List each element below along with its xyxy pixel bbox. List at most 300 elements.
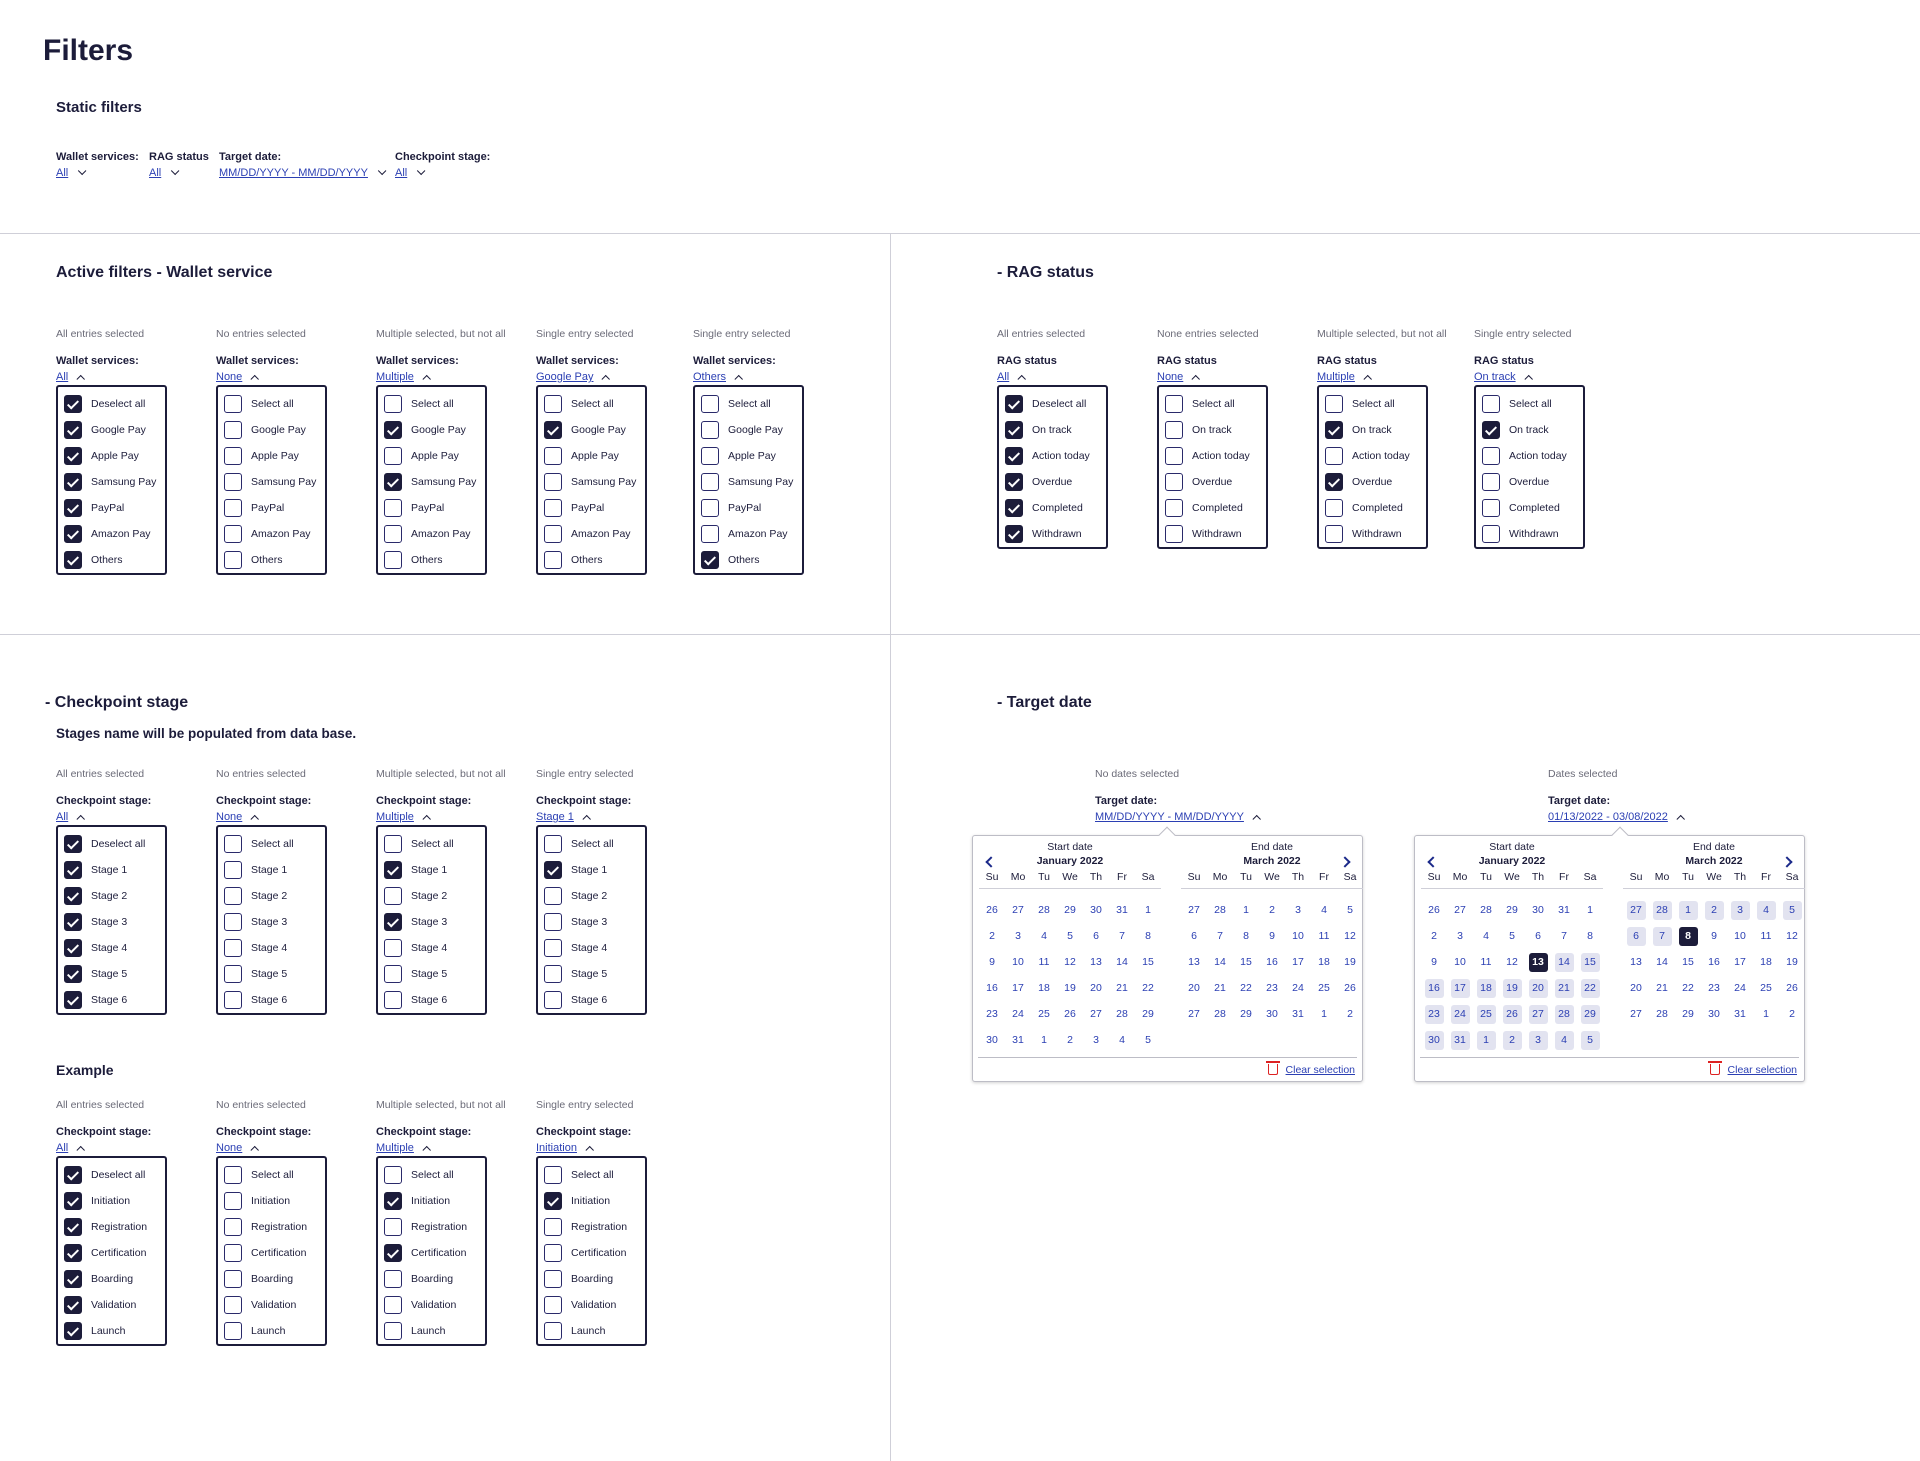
checkbox[interactable] — [64, 525, 82, 543]
checkbox[interactable] — [224, 913, 242, 931]
filter-option[interactable] — [544, 521, 645, 547]
filter-option[interactable] — [64, 909, 165, 935]
filter-option[interactable] — [224, 417, 325, 443]
checkbox[interactable] — [384, 1296, 402, 1314]
calendar-day[interactable] — [1337, 949, 1363, 975]
filter-value-toggle[interactable] — [56, 371, 83, 383]
chevron-up-icon[interactable] — [1252, 815, 1260, 823]
calendar-day[interactable] — [1701, 923, 1727, 949]
checkbox[interactable] — [1482, 473, 1500, 491]
checkbox[interactable] — [384, 1322, 402, 1340]
chevron-up-icon[interactable] — [585, 1146, 593, 1154]
checkbox[interactable] — [224, 1166, 242, 1184]
filter-option[interactable] — [64, 1292, 165, 1318]
checkbox[interactable] — [701, 395, 719, 413]
calendar-day[interactable] — [1057, 923, 1083, 949]
checkbox[interactable] — [1005, 447, 1023, 465]
calendar-day[interactable] — [1233, 923, 1259, 949]
date-range-toggle[interactable] — [1095, 811, 1259, 823]
checkbox[interactable] — [544, 421, 562, 439]
checkbox[interactable] — [224, 395, 242, 413]
select-all-option[interactable] — [224, 1162, 325, 1188]
filter-option[interactable] — [1325, 417, 1426, 443]
filter-value-toggle[interactable] — [1157, 371, 1198, 383]
checkbox[interactable] — [544, 887, 562, 905]
calendar-day[interactable] — [1779, 923, 1805, 949]
calendar-day[interactable] — [1031, 1001, 1057, 1027]
select-all-option[interactable] — [64, 1162, 165, 1188]
calendar-day[interactable] — [1109, 975, 1135, 1001]
calendar-day[interactable] — [1551, 1027, 1577, 1053]
filter-option[interactable] — [384, 883, 485, 909]
filter-value[interactable]: Google Pay — [536, 371, 594, 383]
calendar-day[interactable] — [1473, 949, 1499, 975]
calendar-day[interactable] — [1031, 897, 1057, 923]
chevron-up-icon[interactable] — [251, 815, 259, 823]
calendar-day[interactable] — [1675, 949, 1701, 975]
calendar-day[interactable] — [1701, 949, 1727, 975]
checkbox[interactable] — [701, 447, 719, 465]
filter-option[interactable] — [64, 417, 165, 443]
filter-option[interactable] — [64, 443, 165, 469]
checkbox[interactable] — [1165, 395, 1183, 413]
checkbox[interactable] — [701, 551, 719, 569]
calendar-day[interactable] — [1701, 897, 1727, 923]
filter-value-toggle[interactable] — [216, 811, 257, 823]
filter-option[interactable] — [384, 909, 485, 935]
filter-option[interactable] — [384, 1188, 485, 1214]
calendar-day[interactable] — [1577, 949, 1603, 975]
static-rag-filter[interactable] — [149, 151, 209, 179]
calendar-day[interactable] — [1031, 975, 1057, 1001]
calendar-day[interactable] — [1447, 1001, 1473, 1027]
calendar-day[interactable] — [1057, 975, 1083, 1001]
select-all-option[interactable] — [1325, 391, 1426, 417]
filter-option[interactable] — [224, 1240, 325, 1266]
filter-option[interactable] — [1482, 469, 1583, 495]
filter-option[interactable] — [544, 417, 645, 443]
filter-value[interactable]: All — [997, 371, 1010, 383]
calendar-day[interactable] — [1181, 975, 1207, 1001]
calendar-day[interactable] — [1675, 1001, 1701, 1027]
filter-value-toggle[interactable] — [216, 371, 257, 383]
checkbox[interactable] — [701, 421, 719, 439]
calendar-day[interactable] — [1447, 923, 1473, 949]
filter-option[interactable] — [384, 469, 485, 495]
select-all-option[interactable] — [1482, 391, 1583, 417]
chevron-up-icon[interactable] — [422, 375, 430, 383]
calendar-day[interactable] — [1311, 949, 1337, 975]
filter-value[interactable]: All — [56, 167, 69, 179]
calendar-day[interactable] — [1727, 923, 1753, 949]
calendar-day[interactable] — [1779, 897, 1805, 923]
checkbox[interactable] — [1325, 447, 1343, 465]
filter-option[interactable] — [544, 1292, 645, 1318]
calendar-day[interactable] — [1135, 923, 1161, 949]
calendar-day[interactable] — [1473, 923, 1499, 949]
checkbox[interactable] — [384, 939, 402, 957]
filter-value-toggle[interactable] — [1474, 371, 1531, 383]
select-all-option[interactable] — [544, 1162, 645, 1188]
calendar-day[interactable] — [1181, 897, 1207, 923]
calendar-day[interactable] — [1233, 897, 1259, 923]
filter-value[interactable]: None — [216, 1142, 243, 1154]
filter-value[interactable]: Multiple — [1317, 371, 1355, 383]
filter-option[interactable] — [224, 443, 325, 469]
filter-option[interactable] — [384, 961, 485, 987]
checkbox[interactable] — [224, 835, 242, 853]
checkbox[interactable] — [544, 1270, 562, 1288]
filter-option[interactable] — [544, 469, 645, 495]
calendar-day[interactable] — [1473, 1001, 1499, 1027]
checkbox[interactable] — [64, 1244, 82, 1262]
filter-option[interactable] — [64, 1240, 165, 1266]
checkbox[interactable] — [544, 395, 562, 413]
checkbox[interactable] — [64, 835, 82, 853]
filter-value[interactable]: None — [216, 811, 243, 823]
calendar-day[interactable] — [1135, 1027, 1161, 1053]
filter-option[interactable] — [224, 1266, 325, 1292]
filter-option[interactable] — [1482, 417, 1583, 443]
select-all-option[interactable] — [544, 391, 645, 417]
checkbox[interactable] — [64, 861, 82, 879]
calendar-day[interactable] — [1727, 897, 1753, 923]
calendar-day[interactable] — [1447, 975, 1473, 1001]
select-all-option[interactable] — [544, 831, 645, 857]
chevron-down-icon[interactable] — [78, 167, 86, 175]
calendar-day[interactable] — [1623, 949, 1649, 975]
calendar-day[interactable] — [1649, 897, 1675, 923]
checkbox[interactable] — [384, 447, 402, 465]
checkbox[interactable] — [544, 525, 562, 543]
select-all-option[interactable] — [64, 391, 165, 417]
checkbox[interactable] — [1005, 499, 1023, 517]
calendar-day[interactable] — [1311, 1001, 1337, 1027]
filter-option[interactable] — [384, 521, 485, 547]
calendar-day[interactable] — [979, 897, 1005, 923]
select-all-option[interactable] — [1165, 391, 1266, 417]
calendar-day[interactable] — [1447, 1027, 1473, 1053]
calendar-day[interactable] — [1727, 975, 1753, 1001]
calendar-day[interactable] — [1337, 975, 1363, 1001]
filter-value-toggle[interactable] — [376, 811, 429, 823]
calendar-day[interactable] — [1499, 949, 1525, 975]
checkbox[interactable] — [1005, 525, 1023, 543]
filter-value[interactable]: All — [56, 811, 69, 823]
filter-option[interactable] — [701, 547, 802, 573]
select-all-option[interactable] — [64, 831, 165, 857]
filter-value[interactable]: Others — [693, 371, 727, 383]
filter-option[interactable] — [701, 443, 802, 469]
calendar-day[interactable] — [1649, 949, 1675, 975]
checkbox[interactable] — [384, 499, 402, 517]
checkbox[interactable] — [64, 473, 82, 491]
filter-option[interactable] — [701, 417, 802, 443]
filter-option[interactable] — [224, 547, 325, 573]
filter-option[interactable] — [384, 935, 485, 961]
checkbox[interactable] — [1325, 525, 1343, 543]
filter-option[interactable] — [384, 987, 485, 1013]
filter-option[interactable] — [701, 495, 802, 521]
filter-option[interactable] — [1165, 469, 1266, 495]
checkbox[interactable] — [544, 861, 562, 879]
checkbox[interactable] — [384, 991, 402, 1009]
checkbox[interactable] — [1165, 525, 1183, 543]
filter-option[interactable] — [64, 961, 165, 987]
checkbox[interactable] — [64, 1166, 82, 1184]
checkbox[interactable] — [384, 1192, 402, 1210]
calendar-day[interactable] — [1207, 975, 1233, 1001]
filter-option[interactable] — [384, 1292, 485, 1318]
chevron-up-icon[interactable] — [582, 815, 590, 823]
checkbox[interactable] — [64, 939, 82, 957]
checkbox[interactable] — [224, 1322, 242, 1340]
filter-option[interactable] — [384, 443, 485, 469]
filter-value[interactable]: Stage 1 — [536, 811, 574, 823]
calendar-day[interactable] — [1207, 1001, 1233, 1027]
filter-option[interactable] — [544, 1266, 645, 1292]
select-all-option[interactable] — [384, 831, 485, 857]
filter-option[interactable] — [544, 857, 645, 883]
filter-option[interactable] — [1325, 495, 1426, 521]
filter-option[interactable] — [384, 857, 485, 883]
chevron-up-icon[interactable] — [77, 375, 85, 383]
filter-option[interactable] — [64, 521, 165, 547]
filter-option[interactable] — [224, 469, 325, 495]
calendar-day[interactable] — [1577, 975, 1603, 1001]
filter-value[interactable]: Multiple — [376, 371, 414, 383]
calendar-day[interactable] — [1779, 949, 1805, 975]
filter-option[interactable] — [224, 909, 325, 935]
checkbox[interactable] — [544, 1192, 562, 1210]
chevron-up-icon[interactable] — [1524, 375, 1532, 383]
filter-option[interactable] — [544, 883, 645, 909]
filter-value[interactable]: Multiple — [376, 811, 414, 823]
calendar-day[interactable] — [1259, 1001, 1285, 1027]
select-all-option[interactable] — [384, 391, 485, 417]
checkbox[interactable] — [64, 1192, 82, 1210]
filter-option[interactable] — [1165, 417, 1266, 443]
calendar-day[interactable] — [1135, 897, 1161, 923]
checkbox[interactable] — [544, 1244, 562, 1262]
calendar-day[interactable] — [1623, 1001, 1649, 1027]
checkbox[interactable] — [224, 939, 242, 957]
filter-option[interactable] — [1325, 443, 1426, 469]
checkbox[interactable] — [384, 913, 402, 931]
calendar-day[interactable] — [979, 923, 1005, 949]
checkbox[interactable] — [544, 447, 562, 465]
calendar-day[interactable] — [1577, 1001, 1603, 1027]
calendar-day[interactable] — [1285, 1001, 1311, 1027]
calendar-day[interactable] — [1285, 949, 1311, 975]
calendar-day[interactable] — [1057, 1001, 1083, 1027]
calendar-day[interactable] — [1233, 975, 1259, 1001]
checkbox[interactable] — [224, 525, 242, 543]
calendar-day[interactable] — [1233, 1001, 1259, 1027]
filter-option[interactable] — [384, 1266, 485, 1292]
filter-value[interactable]: All — [56, 371, 69, 383]
date-range-toggle[interactable] — [1548, 811, 1683, 823]
calendar-day[interactable] — [1421, 1027, 1447, 1053]
calendar-day[interactable] — [1421, 975, 1447, 1001]
filter-option[interactable] — [224, 521, 325, 547]
checkbox[interactable] — [64, 1270, 82, 1288]
filter-option[interactable] — [1482, 443, 1583, 469]
filter-value[interactable]: None — [1157, 371, 1184, 383]
calendar-day[interactable] — [1337, 923, 1363, 949]
calendar-day[interactable] — [1623, 975, 1649, 1001]
chevron-up-icon[interactable] — [602, 375, 610, 383]
calendar-day[interactable] — [1499, 975, 1525, 1001]
calendar-day[interactable] — [1421, 1001, 1447, 1027]
filter-option[interactable] — [544, 909, 645, 935]
checkbox[interactable] — [224, 499, 242, 517]
checkbox[interactable] — [224, 421, 242, 439]
calendar-day[interactable] — [1675, 897, 1701, 923]
calendar-day[interactable] — [1233, 949, 1259, 975]
calendar-day[interactable] — [979, 1027, 1005, 1053]
filter-value-toggle[interactable] — [1317, 371, 1370, 383]
filter-option[interactable] — [544, 987, 645, 1013]
filter-option[interactable] — [1165, 495, 1266, 521]
calendar-day[interactable] — [1259, 897, 1285, 923]
chevron-down-icon[interactable] — [378, 167, 386, 175]
checkbox[interactable] — [64, 887, 82, 905]
filter-value[interactable]: MM/DD/YYYY - MM/DD/YYYY — [219, 167, 368, 179]
calendar-day[interactable] — [1135, 1001, 1161, 1027]
checkbox[interactable] — [384, 1218, 402, 1236]
calendar-day[interactable] — [1525, 1001, 1551, 1027]
filter-value-toggle[interactable] — [536, 811, 589, 823]
calendar-day[interactable] — [1727, 1001, 1753, 1027]
checkbox[interactable] — [224, 551, 242, 569]
checkbox[interactable] — [1325, 473, 1343, 491]
calendar-day[interactable] — [1701, 975, 1727, 1001]
calendar-day[interactable] — [1005, 1027, 1031, 1053]
calendar-day[interactable] — [1675, 923, 1701, 949]
checkbox[interactable] — [1325, 395, 1343, 413]
checkbox[interactable] — [544, 939, 562, 957]
filter-option[interactable] — [1325, 521, 1426, 547]
calendar-day[interactable] — [1551, 897, 1577, 923]
filter-value-toggle[interactable] — [536, 371, 608, 383]
calendar-day[interactable] — [1525, 975, 1551, 1001]
chevron-down-icon[interactable] — [171, 167, 179, 175]
calendar-day[interactable] — [1701, 1001, 1727, 1027]
checkbox[interactable] — [64, 1322, 82, 1340]
filter-option[interactable] — [64, 1188, 165, 1214]
checkbox[interactable] — [384, 835, 402, 853]
calendar-day[interactable] — [1623, 923, 1649, 949]
checkbox[interactable] — [224, 861, 242, 879]
checkbox[interactable] — [384, 1244, 402, 1262]
calendar-day[interactable] — [1753, 1001, 1779, 1027]
calendar-day[interactable] — [1337, 1001, 1363, 1027]
calendar-day[interactable] — [1207, 923, 1233, 949]
calendar-day[interactable] — [1207, 897, 1233, 923]
checkbox[interactable] — [544, 965, 562, 983]
filter-option[interactable] — [384, 495, 485, 521]
chevron-up-icon[interactable] — [422, 1146, 430, 1154]
filter-option[interactable] — [64, 857, 165, 883]
filter-option[interactable] — [224, 1214, 325, 1240]
checkbox[interactable] — [1482, 525, 1500, 543]
calendar-day[interactable] — [1421, 923, 1447, 949]
calendar-day[interactable] — [1109, 1001, 1135, 1027]
checkbox[interactable] — [1165, 499, 1183, 517]
calendar-day[interactable] — [1031, 923, 1057, 949]
calendar-day[interactable] — [1057, 897, 1083, 923]
filter-option[interactable] — [224, 1292, 325, 1318]
chevron-up-icon[interactable] — [1018, 375, 1026, 383]
filter-option[interactable] — [1005, 521, 1106, 547]
calendar-day[interactable] — [1083, 923, 1109, 949]
calendar-day[interactable] — [1285, 975, 1311, 1001]
checkbox[interactable] — [1165, 473, 1183, 491]
filter-option[interactable] — [64, 469, 165, 495]
select-all-option[interactable] — [701, 391, 802, 417]
calendar-day[interactable] — [1259, 949, 1285, 975]
calendar-day[interactable] — [1083, 1027, 1109, 1053]
calendar-day[interactable] — [1649, 1001, 1675, 1027]
static-checkpoint-filter[interactable] — [395, 151, 490, 179]
calendar-day[interactable] — [1753, 923, 1779, 949]
filter-value-toggle[interactable] — [56, 811, 83, 823]
chevron-up-icon[interactable] — [1676, 815, 1684, 823]
calendar-day[interactable] — [1577, 923, 1603, 949]
calendar-day[interactable] — [1421, 897, 1447, 923]
calendar-day[interactable] — [1083, 949, 1109, 975]
filter-option[interactable] — [701, 521, 802, 547]
calendar-day[interactable] — [1499, 923, 1525, 949]
calendar-day[interactable] — [1753, 975, 1779, 1001]
calendar-day[interactable] — [1311, 897, 1337, 923]
filter-option[interactable] — [224, 1188, 325, 1214]
checkbox[interactable] — [544, 499, 562, 517]
checkbox[interactable] — [224, 473, 242, 491]
filter-option[interactable] — [1165, 443, 1266, 469]
filter-option[interactable] — [224, 935, 325, 961]
checkbox[interactable] — [64, 499, 82, 517]
filter-option[interactable] — [544, 495, 645, 521]
calendar-day[interactable] — [1525, 1027, 1551, 1053]
calendar-day[interactable] — [1181, 923, 1207, 949]
filter-option[interactable] — [224, 883, 325, 909]
calendar-day[interactable] — [1753, 897, 1779, 923]
chevron-up-icon[interactable] — [422, 815, 430, 823]
calendar-day[interactable] — [1005, 949, 1031, 975]
checkbox[interactable] — [1325, 421, 1343, 439]
checkbox[interactable] — [384, 1166, 402, 1184]
filter-option[interactable] — [1165, 521, 1266, 547]
chevron-up-icon[interactable] — [251, 1146, 259, 1154]
filter-value[interactable]: Multiple — [376, 1142, 414, 1154]
filter-option[interactable] — [224, 961, 325, 987]
calendar-day[interactable] — [979, 975, 1005, 1001]
calendar-day[interactable] — [1083, 975, 1109, 1001]
calendar-day[interactable] — [1447, 949, 1473, 975]
static-wallet-filter[interactable] — [56, 151, 139, 179]
checkbox[interactable] — [1005, 421, 1023, 439]
calendar-day[interactable] — [1551, 975, 1577, 1001]
filter-option[interactable] — [224, 987, 325, 1013]
filter-option[interactable] — [64, 987, 165, 1013]
calendar-day[interactable] — [1005, 923, 1031, 949]
filter-option[interactable] — [544, 547, 645, 573]
filter-option[interactable] — [1005, 495, 1106, 521]
filter-option[interactable] — [64, 883, 165, 909]
chevron-up-icon[interactable] — [734, 375, 742, 383]
